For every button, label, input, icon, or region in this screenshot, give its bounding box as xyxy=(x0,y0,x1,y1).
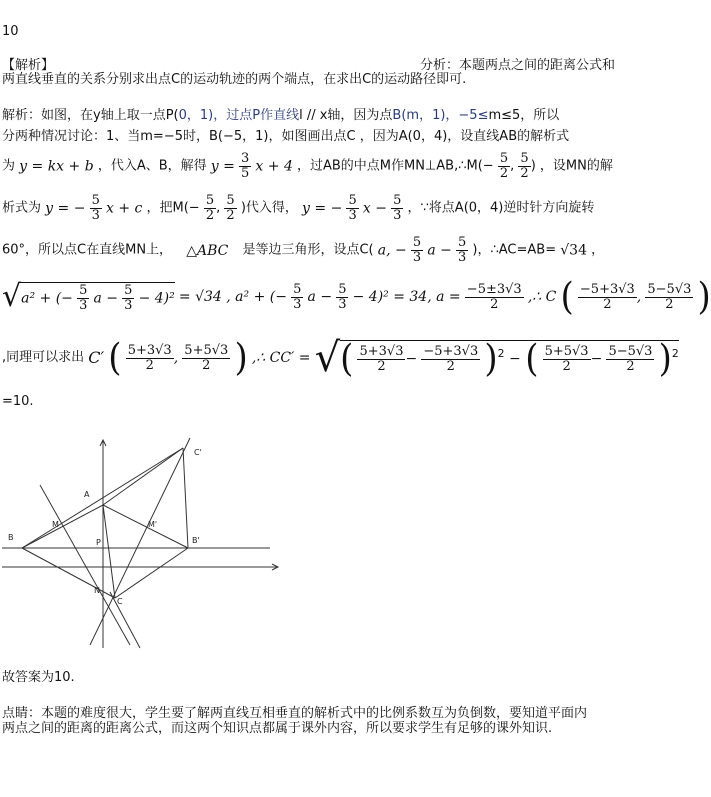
solution-line-4: 析式为 y = − $\frac{5}{3}$ x + c ，把M(− $\frac{5}{2}$ , $\frac{5}{2}$ )代入得， y = − $\frac{5}{3}$ x − $\frac{5}{3}$ ，∵将点A(0，4)逆时针方向旋转 xyxy=(2,193,595,223)
segment-AB xyxy=(22,505,103,548)
segment-AB-prime xyxy=(103,505,188,548)
solution-line-5: 60°，所以点C在直线MN上， △ABC 是等边三角形，设点C( a, − $\frac{5}{3}$ a − $\frac{5}{3}$ )，∴AC=AB= √34 ， xyxy=(2,235,605,265)
comment-line-2: 两点之间的距离的距离公式，而这两个知识点都属于课外内容，所以要求学生有足够的课外知识. xyxy=(2,721,553,736)
segment-BC xyxy=(22,548,115,598)
label-M: M xyxy=(52,520,59,529)
label-B: B xyxy=(8,533,14,542)
label-P: P xyxy=(96,538,101,547)
solution-line-1: 解析：如图，在y轴上取一点P(0，1)，过点P作直线l // x轴，因为点B(m，1)，−5≤m≤5，所以 xyxy=(2,108,560,123)
label-M-prime: M' xyxy=(148,520,158,529)
geometry-figure xyxy=(0,430,290,650)
label-B-prime: B' xyxy=(192,536,200,545)
solution-result: =10. xyxy=(2,394,34,409)
analysis-text-1: 分析：本题两点之间的距离公式和 xyxy=(420,58,616,73)
line-extension xyxy=(110,592,140,648)
label-N: N xyxy=(94,586,100,595)
answer-text: 故答案为10. xyxy=(2,670,75,685)
segment-AC xyxy=(103,505,115,598)
solution-line-6: √a² + (− $\frac{5}{3}$ a − $\frac{5}{3}$ − 4)² = √34 , a² + (− $\frac{5}{3}$ a − $\frac{5}{3}$ − 4)² = 34, a = $\frac{-5\pm 3√3}{2}$ ,∴ C ( $\frac{-5+3√3}{2}$ , $\frac{5-5√3}{2}$ ) xyxy=(2,275,711,319)
segment-CprimeBprime xyxy=(183,448,188,548)
page-number: 10 xyxy=(2,24,19,39)
jiexi-heading: 【解析】 xyxy=(2,58,55,73)
solution-line-3: 为 y = kx + b ，代入A、B，解得 y = $\frac{3}{5}$ x + 4 ，过AB的中点M作MN⊥AB,∴M(− $\frac{5}{2}$ , $\frac{5}{2}$ ) ，设MN的解 xyxy=(2,151,613,181)
comment-line-1: 点睛：本题的难度很大，学生要了解两直线互相垂直的解析式中的比例系数互为负倒数，要知道平面内 xyxy=(2,706,588,721)
label-C-prime: C' xyxy=(194,448,202,457)
segment-BprimeC xyxy=(115,548,188,598)
solution-line-7: ,同理可以求出 C′ ( $\frac{5+3√3}{2}$ , $\frac{5+5√3}{2}$ ) ,∴ CC′ = √( $\frac{5+3√3}{2}$ − $\frac{-5+3√3}{2}$ )$^2$ − ( $\frac{5+5√3}{2}$ − $\frac{5-5√3}{2}$ )$^2$ xyxy=(2,335,679,381)
label-A: A xyxy=(84,490,90,499)
solution-line-2: 分两种情况讨论：1、当m=−5时，B(−5，1)，如图画出点C ，因为A(0，4)，设直线AB的解析式 xyxy=(2,129,570,144)
analysis-text-2: 两直线垂直的关系分别求出点C的运动轨迹的两个端点，在求出C的运动路径即可. xyxy=(2,72,467,87)
label-C: C xyxy=(117,597,123,606)
